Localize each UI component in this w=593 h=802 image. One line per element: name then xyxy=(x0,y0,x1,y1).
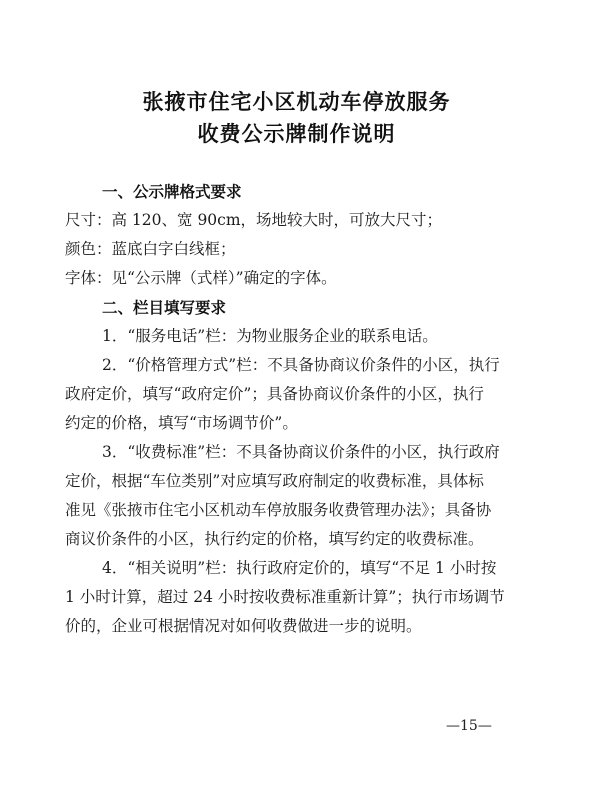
item-2-line-2: 政府定价，填写“政府定价”；具备协商议价条件的小区，执行 xyxy=(65,385,484,403)
item-4-line-2: 1 小时计算，超过 24 小时按收费标准重新计算”；执行市场调节 xyxy=(65,588,505,606)
item-2-line-1: 2．“价格管理方式”栏：不具备协商议价条件的小区，执行 xyxy=(102,356,500,374)
section-1-heading: 一、公示牌格式要求 xyxy=(102,183,242,201)
item-3-line-2: 定价，根据“车位类别”对应填写政府制定的收费标准，具体标 xyxy=(65,472,484,490)
item-2-line-3: 约定的价格，填写“市场调节价”。 xyxy=(65,414,298,432)
item-1-line-1: 1．“服务电话”栏：为物业服务企业的联系电话。 xyxy=(102,327,438,345)
item-3-line-4: 商议价条件的小区，执行约定的价格，填写约定的收费标准。 xyxy=(65,530,484,548)
section-1-font-line: 字体：见“公示牌（式样）”确定的字体。 xyxy=(65,269,337,287)
section-1-color-line: 颜色：蓝底白字白线框； xyxy=(65,240,236,258)
item-4-line-1: 4．“相关说明”栏：执行政府定价的，填写“不足 1 小时按 xyxy=(102,559,497,577)
section-1-size-line: 尺寸：高 120、宽 90cm，场地较大时，可放大尺寸； xyxy=(65,211,443,229)
item-3-line-3: 准见《张掖市住宅小区机动车停放服务收费管理办法》；具备协 xyxy=(65,501,492,519)
document-title-line-2: 收费公示牌制作说明 xyxy=(197,122,396,146)
item-3-line-1: 3．“收费标准”栏：不具备协商议价条件的小区，执行政府 xyxy=(102,443,500,461)
item-4-line-3: 价的，企业可根据情况对如何收费做进一步的说明。 xyxy=(65,617,422,635)
section-2-heading: 二、栏目填写要求 xyxy=(102,299,227,317)
page-number: —15— xyxy=(446,718,492,734)
document-title-line-1: 张掖市住宅小区机动车停放服务 xyxy=(142,90,451,114)
